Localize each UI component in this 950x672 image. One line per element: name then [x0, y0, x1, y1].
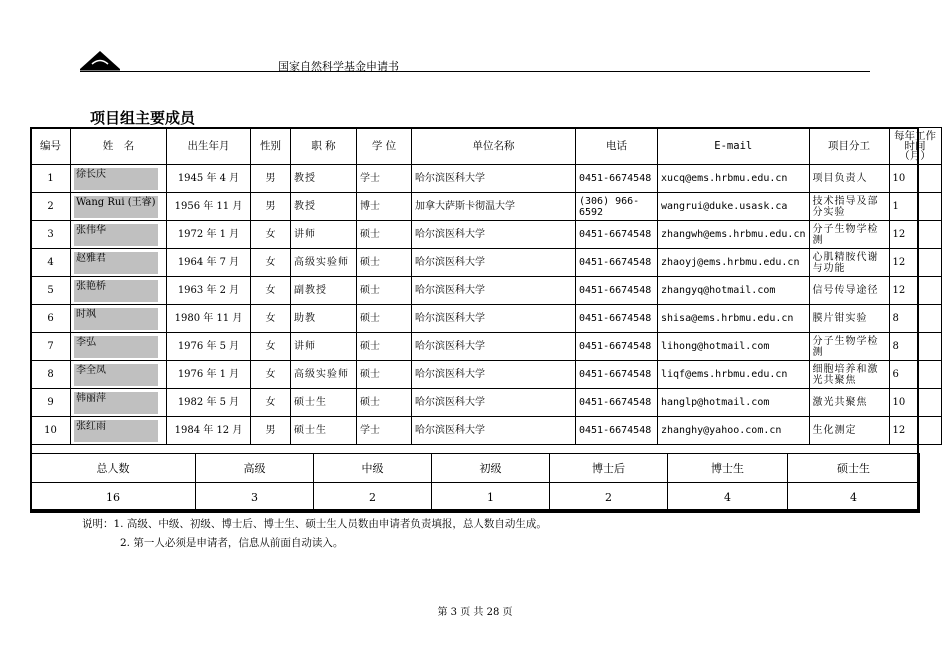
- member-name: 李弘: [74, 336, 158, 358]
- member-email: lihong@hotmail.com: [658, 333, 810, 361]
- member-birth: 1945 年 4 月: [167, 165, 251, 193]
- member-phone: 0451-6674548: [576, 277, 658, 305]
- document-header-title: 国家自然科学基金申请书: [278, 60, 399, 73]
- summary-header-cell: 初级: [432, 454, 550, 483]
- member-unit: 哈尔滨医科大学: [412, 249, 576, 277]
- member-degree: 硕士: [357, 277, 412, 305]
- table-row: [31, 277, 942, 305]
- table-header-row: [31, 128, 942, 165]
- member-title: 教授: [291, 165, 357, 193]
- member-name: 张伟华: [74, 224, 158, 246]
- page-number: 第 3 页 共 28 页: [437, 607, 513, 618]
- member-degree: 硕士: [357, 389, 412, 417]
- member-name-cell: [71, 249, 167, 277]
- summary-value-cell: 1: [432, 483, 550, 513]
- member-name-cell: [71, 221, 167, 249]
- members-table: [30, 127, 942, 445]
- member-birth: 1984 年 12 月: [167, 417, 251, 445]
- member-phone: (306) 966-6592: [576, 193, 658, 221]
- member-months: 12: [889, 249, 941, 277]
- member-role: 分子生物学检测: [809, 333, 889, 361]
- table-row: [31, 305, 942, 333]
- member-title: 硕士生: [291, 389, 357, 417]
- member-name: 赵雅君: [74, 252, 158, 274]
- member-months: 8: [889, 333, 941, 361]
- summary-values-row: [31, 483, 920, 513]
- col-header-no: 编号: [31, 128, 71, 165]
- table-row: [31, 361, 942, 389]
- col-header-gender: 性别: [251, 128, 291, 165]
- member-no: 2: [31, 193, 71, 221]
- member-no: 1: [31, 165, 71, 193]
- member-name: 徐长庆: [74, 168, 158, 190]
- member-unit: 哈尔滨医科大学: [412, 389, 576, 417]
- member-name: 时飒: [74, 308, 158, 330]
- member-name: 张艳桥: [74, 280, 158, 302]
- member-degree: 学士: [357, 165, 412, 193]
- table-row: [31, 249, 942, 277]
- member-role: 生化测定: [809, 417, 889, 445]
- member-no: 3: [31, 221, 71, 249]
- member-phone: 0451-6674548: [576, 165, 658, 193]
- member-gender: 女: [251, 277, 291, 305]
- member-gender: 男: [251, 417, 291, 445]
- member-title: 高级实验师: [291, 361, 357, 389]
- member-name-cell: [71, 305, 167, 333]
- member-title: 讲师: [291, 333, 357, 361]
- summary-value-cell: 4: [668, 483, 788, 513]
- member-unit: 哈尔滨医科大学: [412, 333, 576, 361]
- member-title: 讲师: [291, 221, 357, 249]
- col-header-email: E-mail: [658, 128, 810, 165]
- member-email: zhangyq@hotmail.com: [658, 277, 810, 305]
- member-unit: 哈尔滨医科大学: [412, 417, 576, 445]
- member-birth: 1976 年 1 月: [167, 361, 251, 389]
- member-title: 助教: [291, 305, 357, 333]
- member-name-cell: [71, 193, 167, 221]
- member-name-cell: [71, 277, 167, 305]
- member-role: 心肌精胺代谢与功能: [809, 249, 889, 277]
- member-phone: 0451-6674548: [576, 389, 658, 417]
- member-gender: 女: [251, 221, 291, 249]
- member-gender: 女: [251, 333, 291, 361]
- summary-header-cell: 总人数: [31, 454, 196, 483]
- member-gender: 男: [251, 193, 291, 221]
- summary-table: [30, 453, 920, 513]
- table-row: [31, 333, 942, 361]
- member-degree: 硕士: [357, 361, 412, 389]
- table-row: [31, 417, 942, 445]
- member-unit: 加拿大萨斯卡彻温大学: [412, 193, 576, 221]
- member-birth: 1976 年 5 月: [167, 333, 251, 361]
- member-unit: 哈尔滨医科大学: [412, 221, 576, 249]
- col-header-birth: 出生年月: [167, 128, 251, 165]
- summary-value-cell: 16: [31, 483, 196, 513]
- member-phone: 0451-6674548: [576, 221, 658, 249]
- col-header-months: 每年工作时间（月）: [889, 128, 941, 165]
- member-name: 韩丽萍: [74, 392, 158, 414]
- member-role: 分子生物学检测: [809, 221, 889, 249]
- member-name-cell: [71, 361, 167, 389]
- member-email: hanglp@hotmail.com: [658, 389, 810, 417]
- member-title: 高级实验师: [291, 249, 357, 277]
- table-row: [31, 193, 942, 221]
- member-gender: 女: [251, 361, 291, 389]
- member-role: 项目负责人: [809, 165, 889, 193]
- member-role: 激光共聚焦: [809, 389, 889, 417]
- member-birth: 1982 年 5 月: [167, 389, 251, 417]
- member-email: zhaoyj@ems.hrbmu.edu.cn: [658, 249, 810, 277]
- col-header-title: 职 称: [291, 128, 357, 165]
- member-rows: [31, 165, 942, 445]
- member-no: 4: [31, 249, 71, 277]
- member-role: 技术指导及部分实验: [809, 193, 889, 221]
- member-birth: 1963 年 2 月: [167, 277, 251, 305]
- member-email: wangrui@duke.usask.ca: [658, 193, 810, 221]
- member-gender: 女: [251, 305, 291, 333]
- member-phone: 0451-6674548: [576, 361, 658, 389]
- foundation-logo-icon: [80, 49, 120, 71]
- summary-header-cell: 高级: [196, 454, 314, 483]
- member-name-cell: [71, 165, 167, 193]
- member-unit: 哈尔滨医科大学: [412, 277, 576, 305]
- member-phone: 0451-6674548: [576, 333, 658, 361]
- summary-value-cell: 2: [550, 483, 668, 513]
- member-birth: 1972 年 1 月: [167, 221, 251, 249]
- member-months: 12: [889, 277, 941, 305]
- member-no: 7: [31, 333, 71, 361]
- member-no: 10: [31, 417, 71, 445]
- member-degree: 硕士: [357, 221, 412, 249]
- member-role: 信号传导途径: [809, 277, 889, 305]
- member-email: zhanghy@yahoo.com.cn: [658, 417, 810, 445]
- member-unit: 哈尔滨医科大学: [412, 165, 576, 193]
- summary-value-cell: 4: [788, 483, 920, 513]
- member-months: 8: [889, 305, 941, 333]
- member-title: 硕士生: [291, 417, 357, 445]
- member-no: 5: [31, 277, 71, 305]
- member-degree: 博士: [357, 193, 412, 221]
- member-no: 8: [31, 361, 71, 389]
- member-name: 张红雨: [74, 420, 158, 442]
- member-name: Wang Rui (王睿): [74, 196, 158, 218]
- summary-header-cell: 中级: [314, 454, 432, 483]
- summary-header-cell: 硕士生: [788, 454, 920, 483]
- member-degree: 硕士: [357, 333, 412, 361]
- member-phone: 0451-6674548: [576, 305, 658, 333]
- member-email: liqf@ems.hrbmu.edu.cn: [658, 361, 810, 389]
- member-gender: 女: [251, 249, 291, 277]
- table-row: [31, 165, 942, 193]
- member-email: xucq@ems.hrbmu.edu.cn: [658, 165, 810, 193]
- member-email: shisa@ems.hrbmu.edu.cn: [658, 305, 810, 333]
- member-title: 副教授: [291, 277, 357, 305]
- member-title: 教授: [291, 193, 357, 221]
- member-name-cell: [71, 333, 167, 361]
- col-header-role: 项目分工: [809, 128, 889, 165]
- member-unit: 哈尔滨医科大学: [412, 361, 576, 389]
- col-header-name: 姓 名: [71, 128, 167, 165]
- member-unit: 哈尔滨医科大学: [412, 305, 576, 333]
- member-degree: 硕士: [357, 249, 412, 277]
- member-role: 细胞培养和激光共聚焦: [809, 361, 889, 389]
- member-name-cell: [71, 417, 167, 445]
- member-degree: 硕士: [357, 305, 412, 333]
- member-months: 12: [889, 221, 941, 249]
- member-name-cell: [71, 389, 167, 417]
- summary-header-cell: 博士后: [550, 454, 668, 483]
- member-no: 6: [31, 305, 71, 333]
- member-months: 10: [889, 389, 941, 417]
- col-header-degree: 学 位: [357, 128, 412, 165]
- table-row: [31, 221, 942, 249]
- member-months: 1: [889, 193, 941, 221]
- member-phone: 0451-6674548: [576, 249, 658, 277]
- member-phone: 0451-6674548: [576, 417, 658, 445]
- member-months: 12: [889, 417, 941, 445]
- note-line-1: 说明：1. 高级、中级、初级、博士后、博士生、硕士生人员数由申请者负责填报，总人数自动生成。: [82, 518, 547, 530]
- member-gender: 女: [251, 389, 291, 417]
- member-degree: 学士: [357, 417, 412, 445]
- member-role: 膜片钳实验: [809, 305, 889, 333]
- member-months: 10: [889, 165, 941, 193]
- member-name: 李全凤: [74, 364, 158, 386]
- note-line-2: 2. 第一人必须是申请者，信息从前面自动读入。: [120, 537, 344, 549]
- member-months: 6: [889, 361, 941, 389]
- member-no: 9: [31, 389, 71, 417]
- member-birth: 1980 年 11 月: [167, 305, 251, 333]
- member-birth: 1964 年 7 月: [167, 249, 251, 277]
- col-header-unit: 单位名称: [412, 128, 576, 165]
- member-email: zhangwh@ems.hrbmu.edu.cn: [658, 221, 810, 249]
- summary-value-cell: 3: [196, 483, 314, 513]
- header-divider: [80, 71, 870, 72]
- col-header-phone: 电话: [576, 128, 658, 165]
- summary-header-row: [31, 454, 920, 483]
- table-row: [31, 389, 942, 417]
- summary-value-cell: 2: [314, 483, 432, 513]
- member-birth: 1956 年 11 月: [167, 193, 251, 221]
- section-title: 项目组主要成员: [90, 109, 196, 127]
- member-gender: 男: [251, 165, 291, 193]
- summary-header-cell: 博士生: [668, 454, 788, 483]
